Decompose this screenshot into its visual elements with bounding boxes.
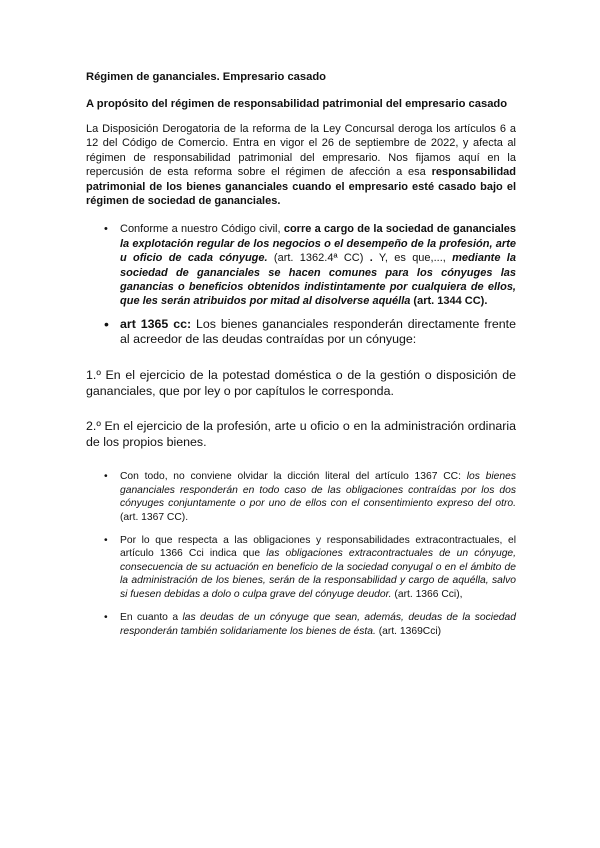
item-text: Conforme a nuestro Código civil, (120, 223, 284, 236)
item-italic-text: los bienes gananciales responderán en todo caso de las obligaciones contraídas por los dos cónyuges conjuntamente o por uno de ellos con el consentimiento expreso del otro. (120, 471, 516, 510)
item-reference: (art. 1369Cci) (375, 625, 442, 637)
item-text: Y, es que,..., (372, 252, 453, 265)
item-text: En cuanto a (120, 612, 183, 624)
list-item (86, 222, 516, 308)
intro-text: La Disposición Derogatoria de la reforma de la Ley Concursal deroga los artículos 6 a 12 del Código de Comercio. Entra en vigor el 26 de septiembre de 2022, y afecta al régimen de responsabilidad patrimonial del empresario. Nos fijamos aquí en la repercusión de esta reforma sobre el régimen de afección a esa (86, 123, 516, 179)
item-text: Los bienes gananciales responderán directamente frente al acreedor de las deudas contraídas por un cónyuge: (120, 316, 516, 347)
bullet-icon: • (104, 471, 108, 483)
document-title: Régimen de gananciales. Empresario casado (86, 71, 327, 83)
item-text: Por lo que respecta a las obligaciones y responsabilidades extracontractuales, el artículo 1366 Cci indica que (120, 535, 516, 560)
item-text: Con todo, no conviene olvidar la dicción literal del artículo 1367 CC: (120, 471, 467, 483)
numbered-paragraph-2: 2.º En el ejercicio de la profesión, arte u oficio o en la administración ordinaria de los propios bienes. (86, 419, 516, 449)
item-italic-text: las obligaciones extracontractuales de un cónyuge, consecuencia de su actuación en beneficio de la sociedad conyugal o en el ámbito de la administración de los bienes, serán de la responsabilidad y cargo de aquélla, salvo si fuesen debidas a dolo o culpa grave del cónyuge deudor. (120, 548, 517, 600)
item-bold-text: corre a cargo de la sociedad de gananciales (283, 223, 516, 236)
numbered-paragraph-1: 1.º En el ejercicio de la potestad doméstica o de la gestión o disposición de gananciales, que por ley o por capítulos le corresponda. (86, 368, 516, 398)
bullet-list-secondary (86, 470, 516, 637)
item-reference: (art. 1367 CC). (120, 511, 189, 523)
item-bold-reference: (art. 1344 CC). (410, 295, 488, 308)
item-reference: (art. 1362.4ª CC) (267, 252, 370, 265)
list-item (86, 611, 516, 638)
list-item (86, 470, 516, 524)
intro-bold-text: responsabilidad patrimonial de los bienes gananciales cuando el empresario esté casado bajo el régimen de sociedad de gananciales. (86, 166, 516, 208)
bullet-icon: • (104, 612, 108, 624)
item-bold-period: . (369, 252, 373, 265)
item-bold-text: art 1365 cc: (120, 316, 192, 331)
item-bold-italic-text: mediante la sociedad de gananciales se hacen comunes para los cónyuges las ganancias o beneficios obtenidos indistintamente por cualquiera de ellos, que les serán atribuidos por mitad al disolverse aquélla (120, 252, 516, 308)
document-page (86, 70, 516, 648)
intro-paragraph (86, 122, 516, 208)
bullet-icon: • (104, 315, 109, 332)
bullet-icon: • (104, 223, 108, 236)
bullet-list-primary (86, 222, 516, 348)
item-italic-text: las deudas de un cónyuge que sean, además, deudas de la sociedad responderán también solidariamente los bienes de ésta. (120, 612, 516, 637)
list-item (86, 534, 516, 601)
item-reference: (art. 1366 Cci), (391, 588, 463, 600)
list-item (86, 317, 516, 348)
bullet-icon: • (104, 535, 108, 547)
item-bold-italic-text: la explotación regular de los negocios o el desempeño de la profesión, arte u oficio de cada cónyuge. (120, 237, 516, 265)
document-subtitle: A propósito del régimen de responsabilidad patrimonial del empresario casado (86, 98, 508, 110)
